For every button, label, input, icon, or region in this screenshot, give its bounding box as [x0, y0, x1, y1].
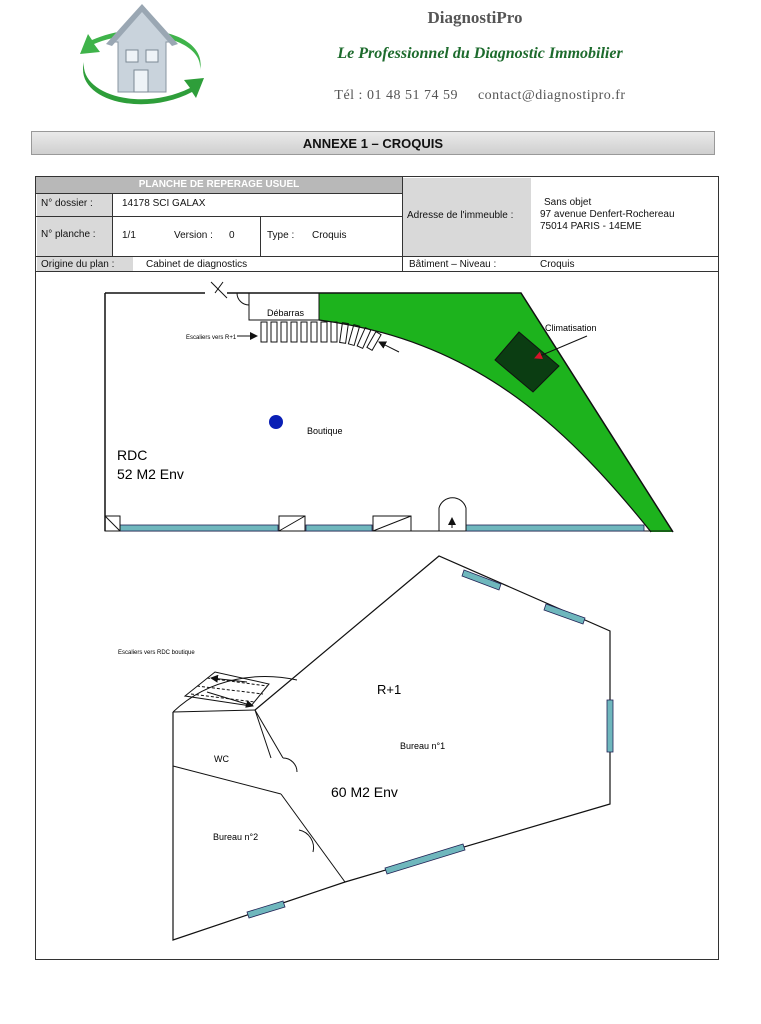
marker-dot — [269, 415, 283, 429]
debarras-label: Débarras — [267, 308, 305, 318]
r1-area-label: 60 M2 Env — [331, 784, 398, 800]
r1-level-label: R+1 — [377, 682, 402, 697]
green-zone — [319, 293, 673, 532]
phone-number: Tél : 01 48 51 74 59 — [334, 88, 458, 103]
batiment-label: Bâtiment – Niveau : — [409, 259, 497, 270]
bureau1-label: Bureau n°1 — [400, 741, 446, 751]
type-value: Croquis — [312, 230, 347, 241]
email-address: contact@diagnostipro.fr — [477, 88, 626, 103]
dossier-value: 14178 SCI GALAX — [122, 198, 206, 209]
annex-title: ANNEXE 1 – CROQUIS — [31, 131, 715, 155]
planche-value: 1/1 — [122, 230, 136, 241]
origin-label: Origine du plan : — [37, 257, 133, 271]
address-line-1: Sans objet — [544, 197, 592, 208]
r1-plan — [118, 556, 613, 940]
floor-plan-drawing — [36, 272, 718, 959]
address-label: Adresse de l'immeuble : — [403, 178, 531, 256]
rdc-windows — [120, 525, 644, 531]
rdc-level-label: RDC — [117, 447, 148, 463]
address-line-3: 75014 PARIS - 14EME — [540, 221, 642, 232]
floor-plan-sketch — [35, 271, 719, 960]
version-value: 0 — [229, 230, 235, 241]
origin-value: Cabinet de diagnostics — [146, 259, 248, 270]
brand-tagline: Le Professionnel du Diagnostic Immobilier — [337, 45, 623, 62]
rdc-plan — [105, 282, 673, 532]
brand-name: DiagnostiPro — [427, 8, 523, 27]
contact-line — [300, 88, 660, 104]
reference-form — [35, 176, 719, 272]
version-label: Version : — [174, 230, 213, 241]
wc-label: WC — [214, 754, 229, 764]
bureau2-label: Bureau n°2 — [213, 832, 259, 842]
type-label: Type : — [267, 230, 295, 241]
form-section-title: PLANCHE DE REPERAGE USUEL — [36, 177, 402, 193]
company-logo — [72, 0, 212, 118]
address-line-2: 97 avenue Denfert-Rochereau — [540, 209, 675, 220]
dossier-label: N° dossier : — [37, 194, 112, 216]
rdc-area-label: 52 M2 Env — [117, 466, 184, 482]
r1-stairs-label: Escaliers vers RDC boutique — [118, 650, 195, 656]
rdc-stairs-label: Escaliers vers R+1 — [186, 335, 237, 341]
planche-label: N° planche : — [37, 217, 112, 256]
batiment-value: Croquis — [540, 259, 575, 270]
boutique-label: Boutique — [307, 426, 343, 436]
climatisation-label: Climatisation — [545, 323, 597, 333]
